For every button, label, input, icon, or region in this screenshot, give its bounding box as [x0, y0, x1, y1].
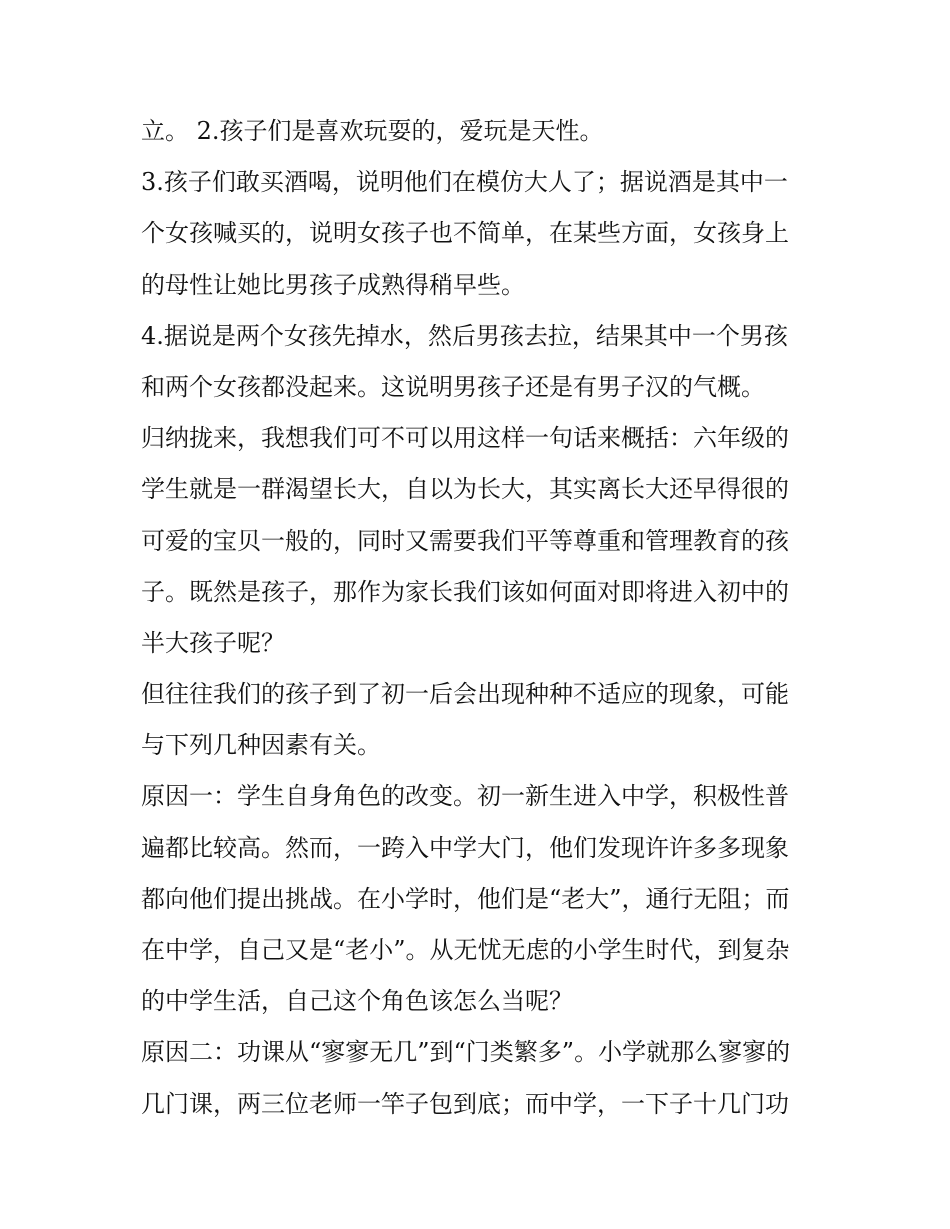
body-text	[141, 106, 821, 1130]
text-line-15: 遍都比较高。然而，一跨入中学大门，他们发现许许多多现象	[141, 833, 789, 862]
text-line-3: 个女孩喊买的，说明女孩子也不简单，在某些方面，女孩身上	[141, 219, 789, 248]
text-line-11: 半大孩子呢？	[141, 628, 285, 657]
text-line-2: 3.孩子们敢买酒喝，说明他们在模仿大人了；据说酒是其中一	[141, 168, 788, 197]
text-line-19: 原因二：功课从“寥寥无几”到“门类繁多”。小学就那么寥寥的	[141, 1038, 791, 1067]
text-line-4: 的母性让她比男孩子成熟得稍早些。	[141, 270, 525, 299]
text-line-8: 学生就是一群渴望长大，自以为长大，其实离长大还早得很的	[141, 475, 789, 504]
text-line-16: 都向他们提出挑战。在小学时，他们是“老大”，通行无阻；而	[141, 884, 790, 913]
text-line-10: 子。既然是孩子，那作为家长我们该如何面对即将进入初中的	[141, 577, 789, 606]
text-line-1: 立。 2.孩子们是喜欢玩耍的，爱玩是天性。	[141, 117, 604, 145]
text-line-17: 在中学，自己又是“老小”。从无忧无虑的小学生时代，到复杂	[141, 936, 790, 964]
text-line-20: 几门课，两三位老师一竿子包到底；而中学，一下子十几门功	[141, 1089, 789, 1118]
text-line-9: 可爱的宝贝一般的，同时又需要我们平等尊重和管理教育的孩	[141, 526, 789, 555]
text-line-7: 归纳拢来，我想我们可不可以用这样一句话来概括：六年级的	[141, 424, 789, 453]
text-line-14: 原因一：学生自身角色的改变。初一新生进入中学，积极性普	[141, 782, 789, 811]
text-line-13: 与下列几种因素有关。	[141, 731, 381, 760]
text-line-6: 和两个女孩都没起来。这说明男孩子还是有男子汉的气概。	[141, 372, 765, 401]
text-line-18: 的中学生活，自己这个角色该怎么当呢？	[141, 987, 573, 1016]
text-line-12: 但往往我们的孩子到了初一后会出现种种不适应的现象，可能	[141, 680, 789, 709]
text-line-5: 4.据说是两个女孩先掉水，然后男孩去拉，结果其中一个男孩	[141, 321, 788, 350]
